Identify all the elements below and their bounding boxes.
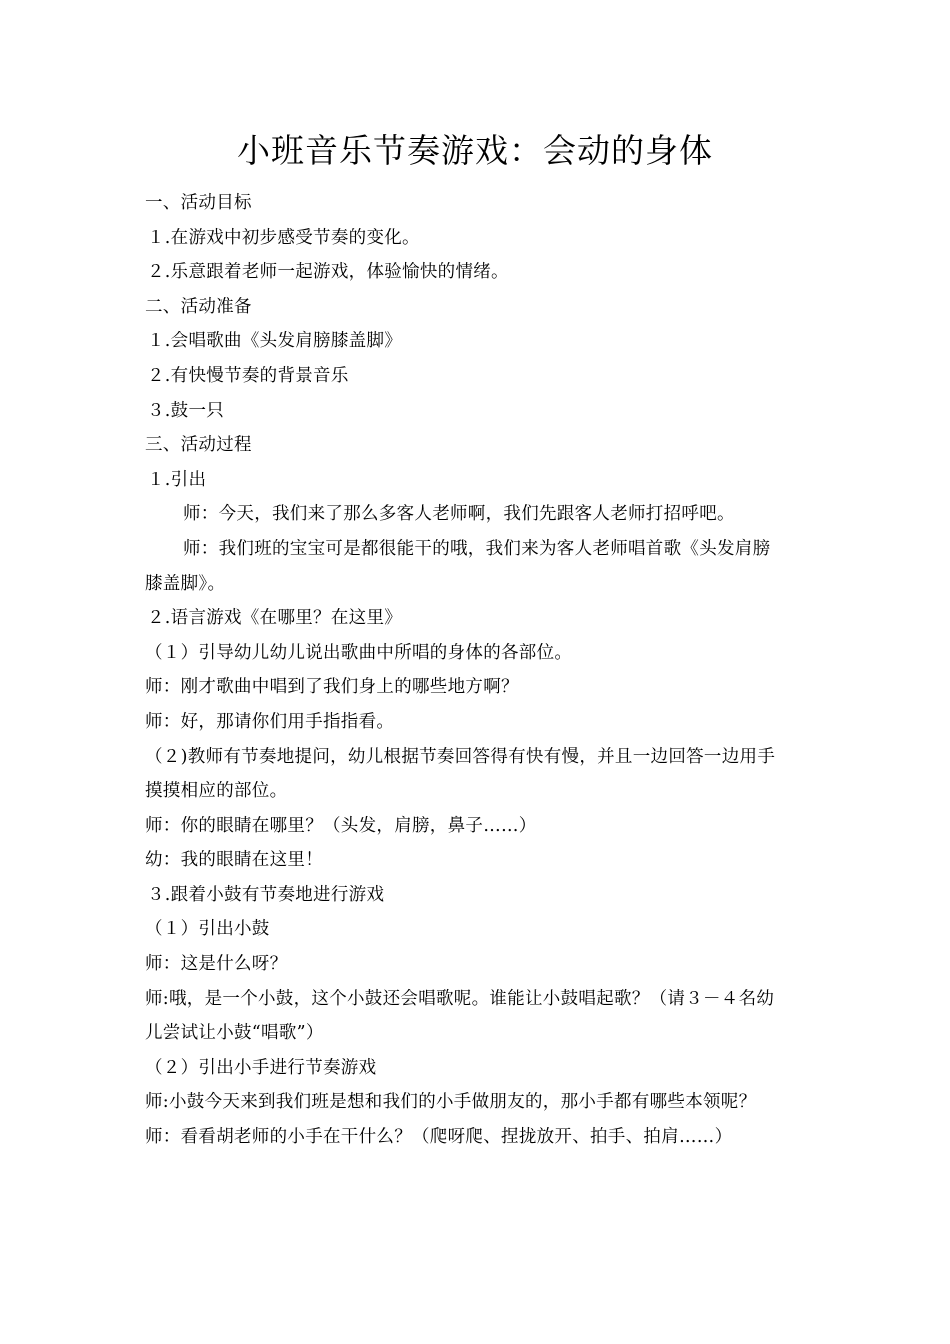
prep-item-2: ２.有快慢节奏的背景音乐 [147, 365, 349, 386]
prep-item-3: ３.鼓一只 [147, 400, 225, 421]
paragraph-line: 师：今天，我们来了那么多客人老师啊，我们先跟客人老师打招呼吧。 [183, 504, 735, 525]
paragraph-line: 师:小鼓今天来到我们班是想和我们的小手做朋友的，那小手都有哪些本领呢？ [145, 1092, 757, 1113]
section-heading-goals: 一、活动目标 [145, 193, 252, 213]
section-heading-process: 三、活动过程 [145, 435, 252, 456]
paragraph-line: 师：我们班的宝宝可是都很能干的哦，我们来为客人老师唱首歌《头发肩膀 [183, 538, 771, 559]
document-body [145, 186, 810, 1155]
paragraph-line: （２)教师有节奏地提问，幼儿根据节奏回答得有快有慢，并且一边回答一边用手 [145, 746, 776, 767]
paragraph-line: 师：这是什么呀？ [145, 954, 288, 975]
paragraph-line: 摸摸相应的部位。 [145, 781, 288, 802]
paragraph-line: 幼：我的眼睛在这里！ [145, 850, 323, 871]
paragraph-line: 师：看看胡老师的小手在干什么？（爬呀爬、捏拢放开、拍手、拍肩……） [145, 1127, 733, 1148]
document-title: 小班音乐节奏游戏：会动的身体 [237, 131, 713, 170]
goal-item-1: １.在游戏中初步感受节奏的变化。 [147, 227, 420, 248]
prep-item-1: １.会唱歌曲《头发肩膀膝盖脚》 [147, 331, 403, 352]
paragraph-line: 膝盖脚》。 [145, 573, 226, 594]
paragraph-line: 师:哦，是一个小鼓，这个小鼓还会唱歌呢。谁能让小鼓唱起歌？（请３－４名幼 [145, 988, 775, 1009]
section-heading-preparation: 二、活动准备 [145, 296, 252, 317]
paragraph-line: 儿尝试让小鼓“唱歌”） [145, 1023, 324, 1044]
paragraph-line: 师：刚才歌曲中唱到了我们身上的哪些地方啊？ [145, 677, 519, 698]
paragraph-line: 师：好，那请你们用手指指看。 [145, 711, 395, 732]
paragraph-line: （２）引出小手进行节奏游戏 [145, 1057, 377, 1078]
paragraph-line: （１）引导幼儿幼儿说出歌曲中所唱的身体的各部位。 [145, 642, 573, 663]
paragraph-line: 师：你的眼睛在哪里？（头发，肩膀，鼻子……） [145, 815, 537, 836]
process-step-2: ２.语言游戏《在哪里？在这里》 [147, 608, 403, 629]
process-step-3: ３.跟着小鼓有节奏地进行游戏 [147, 884, 385, 905]
paragraph-line: （１）引出小鼓 [145, 919, 270, 940]
process-step-1: １.引出 [147, 469, 207, 490]
goal-item-2: ２.乐意跟着老师一起游戏，体验愉快的情绪。 [147, 262, 509, 283]
